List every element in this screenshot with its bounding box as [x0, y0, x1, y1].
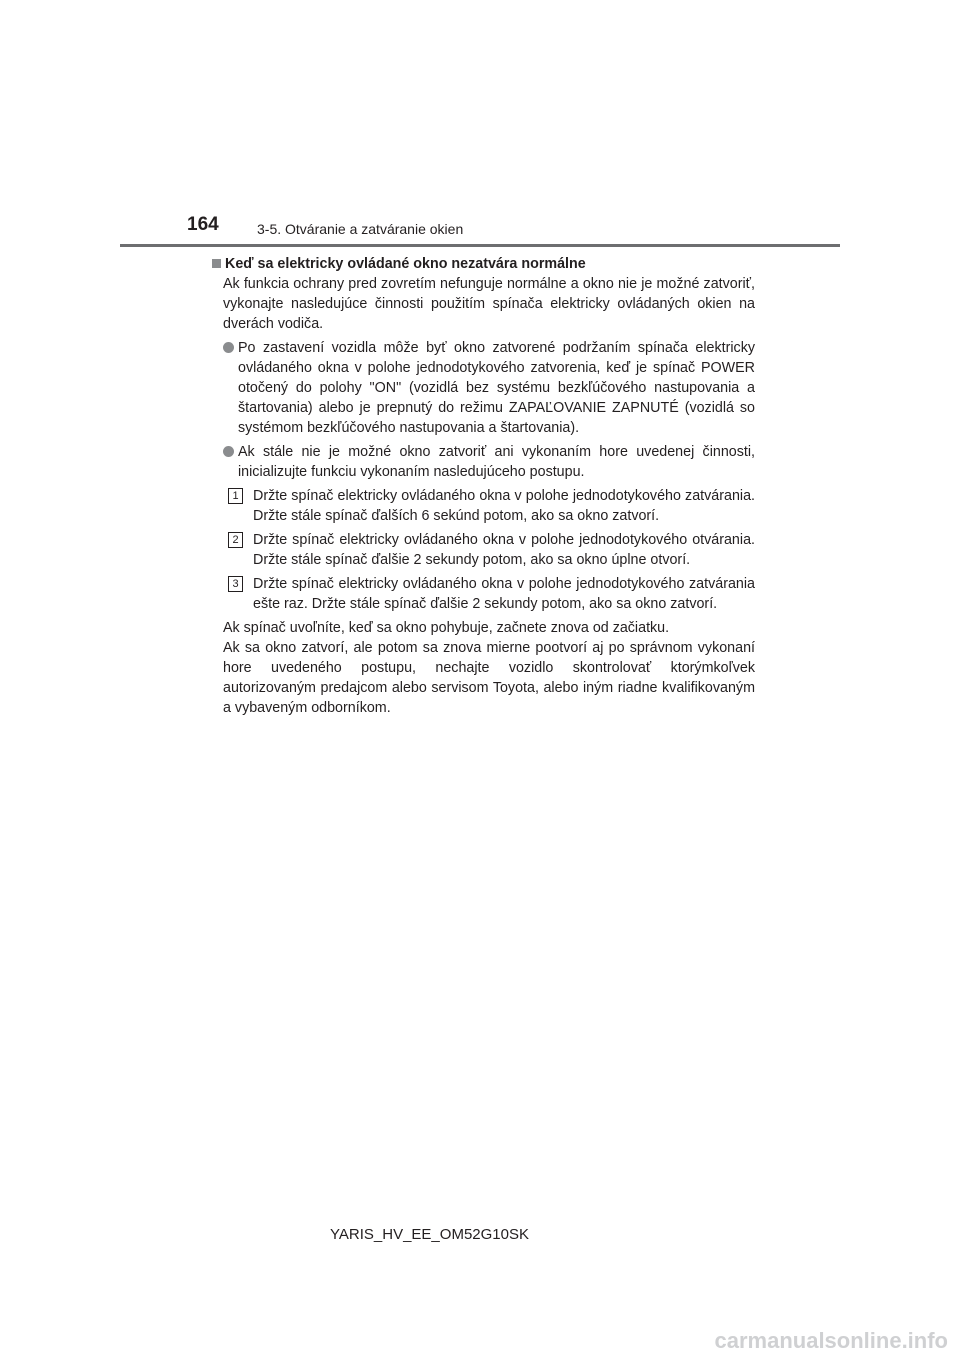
step-text: Držte spínač elektricky ovládaného okna v polohe jednodotykového otvárania. Držte stále spínač ďalšie 2 sekundy potom, ako sa okno úplne otvorí.: [253, 532, 755, 568]
step-item: [212, 530, 755, 570]
page-content: [212, 254, 755, 718]
document-code: YARIS_HV_EE_OM52G10SK: [330, 1226, 529, 1243]
page-number: 164: [187, 214, 219, 235]
step-item: [212, 574, 755, 614]
closing-paragraph: Ak sa okno zatvorí, ale potom sa znova mierne pootvorí aj po správnom vykonaní hore uvedeného postupu, nechajte vozidlo skontrolovať ktorýmkoľvek autorizovaným predajcom alebo servisom Toyota, alebo iným riadne kvalifikovaným a vybaveným odborníkom.: [223, 640, 755, 716]
subheading: [212, 254, 755, 274]
header-rule: [120, 244, 840, 247]
bullet-text: Po zastavení vozidla môže byť okno zatvorené podržaním spínača elektricky ovládaného okna v polohe jednodotykového zatvorenia, keď je spínač POWER otočený do polohy "ON" (vozidlá bez systému bezkľúčového nastupovania a štartovania) alebo je prepnutý do režimu ZAPAĽOVANIE ZAPNUTÉ (vozidlá so systémom bezkľúčového nastupovania a štartovania).: [238, 340, 755, 436]
step-number-box: 1: [228, 488, 243, 504]
bullet-item: [212, 442, 755, 482]
step-text: Držte spínač elektricky ovládaného okna v polohe jednodotykového zatvárania ešte raz. Držte stále spínač ďalšie 2 sekundy potom, ako sa okno zatvorí.: [253, 576, 755, 612]
round-bullet-icon: [223, 342, 234, 353]
section-title: 3-5. Otváranie a zatváranie okien: [257, 221, 464, 237]
step-number-box: 3: [228, 576, 243, 592]
intro-paragraph: Ak funkcia ochrany pred zovretím nefunguje normálne a okno nie je možné zatvoriť, vykonajte nasledujúce činnosti použitím spínača elektricky ovládaných okien na dverách vodiča.: [223, 276, 755, 332]
step-text: Držte spínač elektricky ovládaného okna v polohe jednodotykového zatvárania. Držte stále spínač ďalších 6 sekúnd potom, ako sa okno zatvorí.: [253, 488, 755, 524]
round-bullet-icon: [223, 446, 234, 457]
step-item: [212, 486, 755, 526]
subheading-text: Keď sa elektricky ovládané okno nezatvára normálne: [225, 256, 586, 272]
bullet-item: [212, 338, 755, 438]
bullet-text: Ak stále nie je možné okno zatvoriť ani vykonaním hore uvedenej činnosti, inicializujte funkciu vykonaním nasledujúceho postupu.: [238, 444, 755, 480]
step-number-box: 2: [228, 532, 243, 548]
square-bullet-icon: [212, 259, 221, 268]
closing-paragraph: Ak spínač uvoľníte, keď sa okno pohybuje, začnete znova od začiatku.: [223, 620, 670, 636]
watermark: carmanualsonline.info: [714, 1328, 948, 1353]
